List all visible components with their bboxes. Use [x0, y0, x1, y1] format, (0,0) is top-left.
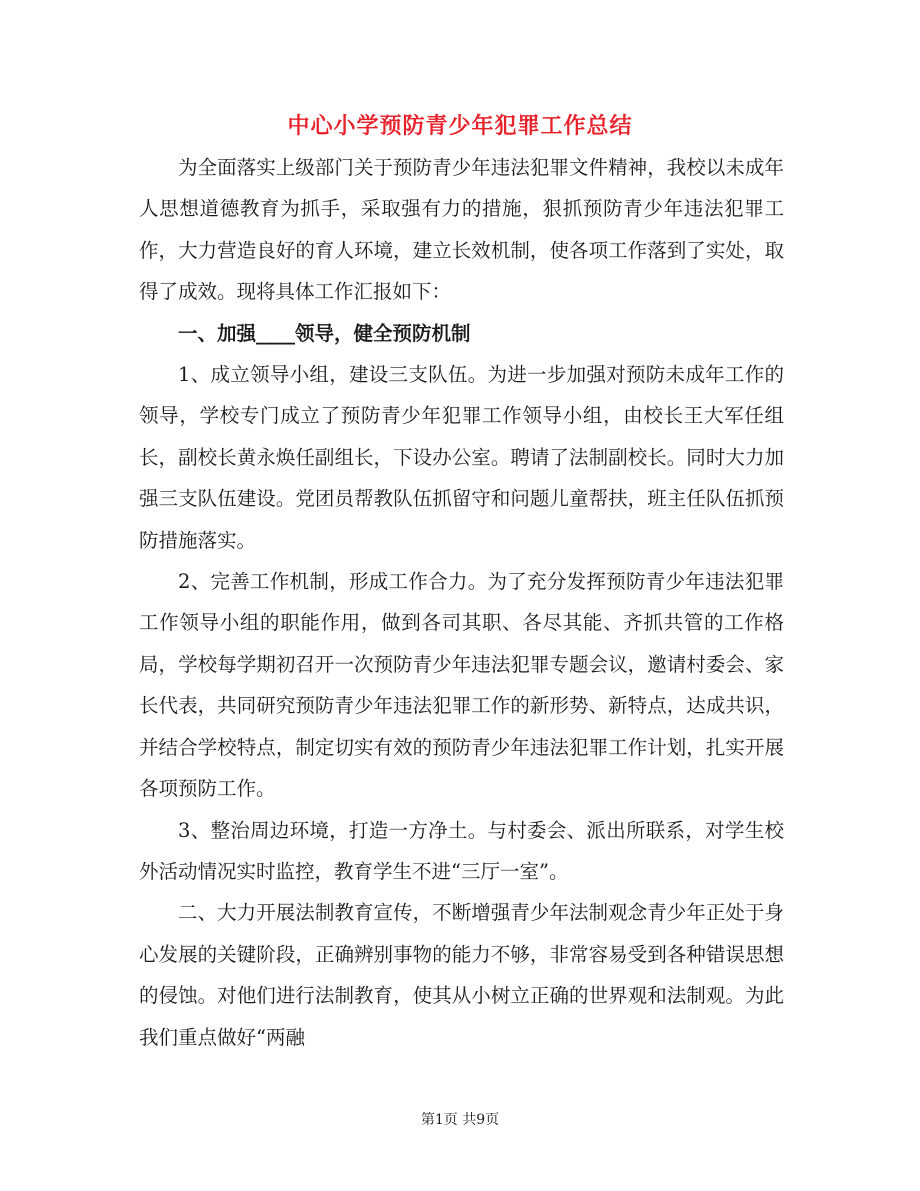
intro-paragraph: 为全面落实上级部门关于预防青少年违法犯罪文件精神，我校以未成年人思想道德教育为抓手，采取强有力的措施，狠抓预防青少年违法犯罪工作，大力营造良好的育人环境，建立长效机制，使各项工作落到了实处，取得了成效。现将具体工作汇报如下：: [139, 156, 784, 304]
document-body: [139, 147, 784, 1058]
paragraph-item-3: 3、整治周边环境，打造一方净土。与村委会、派出所联系，对学生校外活动情况实时监控，教育学生不进“三厅一室”。: [139, 818, 784, 883]
paragraph-item-2: 2、完善工作机制，形成工作合力。为了充分发挥预防青少年违法犯罪工作领导小组的职能作用，做到各司其职、各尽其能、齐抓共管的工作格局，学校每学期初召开一次预防青少年违法犯罪专题会议，邀请村委会、家长代表，共同研究预防青少年违法犯罪工作的新形势、新特点，达成共识，并结合学校特点，制定切实有效的预防青少年违法犯罪工作计划，扎实开展各项预防工作。: [139, 570, 784, 801]
paragraph-item-1: 1、成立领导小组，建设三支队伍。为进一步加强对预防未成年工作的领导，学校专门成立了预防青少年犯罪工作领导小组，由校长王大军任组长，副校长黄永焕任副组长，下设办公室。聘请了法制副校长。同时大力加强三支队伍建设。党团员帮教队伍抓留守和问题儿童帮扶，班主任队伍抓预防措施落实。: [139, 363, 784, 552]
section-paragraph-2: 二、大力开展法制教育宣传，不断增强青少年法制观念青少年正处于身心发展的关键阶段，正确辨别事物的能力不够，非常容易受到各种错误思想的侵蚀。对他们进行法制教育，使其从小树立正确的世界观和法制观。为此我们重点做好“两融: [139, 901, 784, 1049]
page-number-footer: 第1页 共9页: [420, 1112, 500, 1128]
document-title: 中心小学预防青少年犯罪工作总结: [287, 113, 633, 139]
section-heading-1: 一、加强____领导，健全预防机制: [178, 321, 471, 345]
